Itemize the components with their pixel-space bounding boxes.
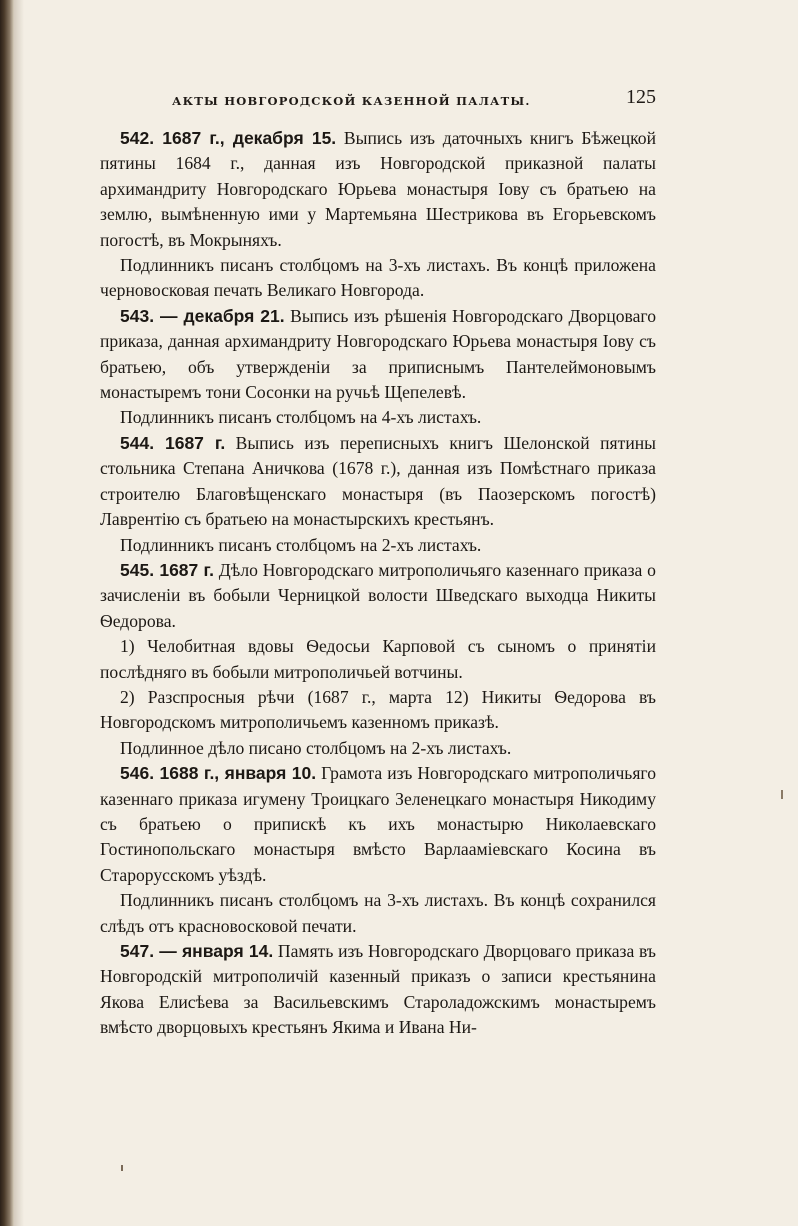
entry-note: Подлинникъ писанъ столбцомъ на 3-хъ листахъ. Въ концѣ приложена черновосковая печать Великаго Новгорода. <box>100 255 656 301</box>
entry-subitem: 2) Разспросныя рѣчи (1687 г., марта 12) Никиты Ѳедорова въ Новгородскомъ митрополичьемъ казенномъ приказѣ. <box>100 686 656 733</box>
entry-546 <box>100 761 656 888</box>
entry-note: Подлинникъ писанъ столбцомъ на 2-хъ листахъ. <box>120 534 482 555</box>
entry-text: Выпись изъ рѣшенія Новгородскаго Дворцоваго приказа, данная архимандриту Новгородскаго Юрьева монастыря Іову съ братьею, объ утвержденіи за приписнымъ Пантелеймоновымъ монастыремъ тони Сосонки на ручьѣ Щепелевѣ. <box>100 305 656 403</box>
entry-544 <box>100 431 656 533</box>
entry-heading: 544. 1687 г. <box>120 432 226 453</box>
entry-heading: 546. 1688 г., января 10. <box>120 763 317 784</box>
entry-heading: 542. 1687 г., декабря 15. <box>120 128 337 148</box>
entry-heading: 543. — декабря 21. <box>120 305 285 326</box>
entry-note: Подлинное дѣло писано столбцомъ на 2-хъ листахъ. <box>120 737 512 758</box>
entry-543 <box>100 304 656 406</box>
running-header-title: АКТЫ НОВГОРОДСКОЙ КАЗЕННОЙ ПАЛАТЫ. <box>172 94 531 108</box>
entry-547 <box>100 939 656 1041</box>
running-header <box>168 86 658 116</box>
entry-text: Память изъ Новгородскаго Дворцоваго приказа въ Новгородскій митрополичій казенный приказъ о записи крестьянина Якова Елисѣева за Васильевскимъ Староладожскимъ монастыремъ вмѣсто дворцовыхъ крестьянъ Якима и Ивана Ни- <box>100 941 656 1038</box>
book-binding <box>0 0 14 1226</box>
entry-542 <box>100 126 656 253</box>
entry-text: Грамота изъ Новгородскаго митрополичьяго казеннаго приказа игумену Троицкаго Зеленецкаго монастыря Никодиму съ братьею о припискѣ къ ихъ монастырю Николаевскаго Гостинопольскаго монастыря вмѣсто Варлааміевскаго Косина въ Старорусскомъ уѣздѣ. <box>100 763 656 885</box>
entry-545 <box>100 558 656 634</box>
print-speck <box>121 1165 123 1171</box>
edge-speck <box>781 790 783 799</box>
entry-note: Подлинникъ писанъ столбцомъ на 3-хъ листахъ. Въ концѣ сохранился слѣдъ отъ красновосковой печати. <box>100 890 656 936</box>
entry-subitem: 1) Челобитная вдовы Ѳедосьи Карповой съ сыномъ о принятіи послѣдняго въ бобыли митрополичьей вотчины. <box>100 636 656 682</box>
page-body <box>100 126 656 1041</box>
entry-heading: 545. 1687 г. <box>120 559 214 580</box>
entry-text: Дѣло Новгородскаго митрополичьяго казеннаго приказа о зачисленіи въ бобыли Черницкой волости Шведскаго выходца Никиты Ѳедорова. <box>100 559 656 631</box>
entry-note: Подлинникъ писанъ столбцомъ на 4-хъ листахъ. <box>120 407 482 428</box>
entry-text: Выпись изъ даточныхъ книгъ Бѣжецкой пятины 1684 г., данная изъ Новгородской приказной палаты архимандриту Новгородскаго Юрьева монастыря Іову съ братьею на землю, вымѣненную ими у Мартемьяна Шестрикова въ Егорьевскомъ погостѣ, въ Мокрыняхъ. <box>100 128 657 250</box>
binding-shadow <box>14 0 24 1226</box>
entry-heading: 547. — января 14. <box>120 941 274 961</box>
entry-text: Выпись изъ переписныхъ книгъ Шелонской пятины стольника Степана Аничкова (1678 г.), данная изъ Помѣстнаго приказа строителю Благовѣщенскаго монастыря (въ Паозерскомъ погостѣ) Лаврентію съ братьею на монастырскихъ крестьянъ. <box>100 432 656 530</box>
page-number: 125 <box>626 86 656 108</box>
